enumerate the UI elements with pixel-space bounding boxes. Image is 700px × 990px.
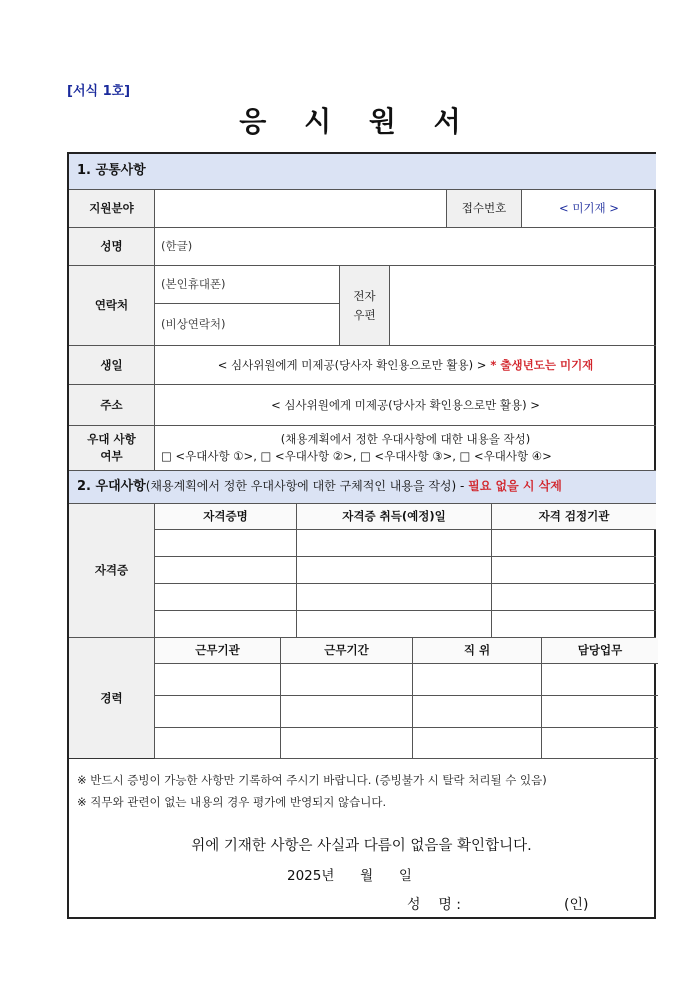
- section2-subtitle: (채용계획에서 정한 우대사항에 대한 구체적인 내용을 작성) -: [145, 479, 469, 494]
- application-form: [67, 152, 656, 919]
- career-input-cell[interactable]: [155, 728, 281, 759]
- note-1: ※ 반드시 증빙이 가능한 사항만 기록하여 주시기 바랍니다. (증빙불가 시 탈락 처리될 수 있음): [77, 773, 547, 787]
- career-input-cell[interactable]: [155, 664, 281, 696]
- career-input-cell[interactable]: [281, 664, 413, 696]
- address-input[interactable]: < 심사위원에게 미제공(당사자 확인용으로만 활용) >: [155, 385, 656, 426]
- birth-note: < 심사위원에게 미제공(당사자 확인용으로만 활용) >: [217, 357, 487, 372]
- email-label-line1: 전자: [353, 289, 376, 304]
- certificate-input-cell[interactable]: [155, 557, 297, 584]
- career-label: 경력: [69, 638, 155, 759]
- email-label: [340, 266, 390, 346]
- contact-label: 연락처: [69, 266, 155, 346]
- career-header-cell: 직 위: [413, 638, 542, 664]
- certificate-input-cell[interactable]: [297, 584, 492, 611]
- section1-title: 1. 공통사항: [77, 163, 146, 179]
- certificate-label: 자격증: [69, 504, 155, 638]
- certificate-input-cell[interactable]: [297, 611, 492, 638]
- receipt-value: < 미기재 >: [522, 190, 656, 228]
- email-label-line2: 우편: [353, 307, 376, 322]
- career-input-cell[interactable]: [542, 664, 658, 696]
- preference-cell: [155, 426, 656, 471]
- certificate-header-cell: 자격증명: [155, 504, 297, 530]
- section2-warning: 필요 없을 시 삭제: [468, 479, 562, 494]
- form-number: [서식 1호]: [67, 84, 131, 99]
- page-title: 응 시 원 서: [239, 105, 475, 138]
- name-label: 성명: [69, 228, 155, 266]
- preference-label-line1: 우대 사항: [87, 431, 136, 446]
- career-header-cell: 근무기관: [155, 638, 281, 664]
- name-input[interactable]: (한글): [155, 228, 656, 266]
- emergency-contact-input[interactable]: (비상연락처): [155, 304, 340, 346]
- birth-input[interactable]: [155, 346, 656, 385]
- career-input-cell[interactable]: [281, 728, 413, 759]
- certificate-input-cell[interactable]: [492, 611, 656, 638]
- certificate-input-cell[interactable]: [492, 530, 656, 557]
- career-header-cell: 담당업무: [542, 638, 658, 664]
- phone-input[interactable]: (본인휴대폰): [155, 266, 340, 304]
- certificate-input-cell[interactable]: [492, 584, 656, 611]
- certificate-input-cell[interactable]: [297, 557, 492, 584]
- preference-label-line2: 여부: [100, 449, 123, 463]
- preference-checkboxes[interactable]: □ <우대사항 ①>, □ <우대사항 ②>, □ <우대사항 ③>, □ <우대사항 ④>: [161, 449, 552, 463]
- preference-note: (채용계획에서 정한 우대사항에 대한 내용을 작성): [280, 432, 531, 447]
- career-input-cell[interactable]: [155, 696, 281, 728]
- date-line[interactable]: 2025년 월 일: [287, 868, 412, 884]
- certificate-input-cell[interactable]: [297, 530, 492, 557]
- field-label: 지원분야: [69, 190, 155, 228]
- certificate-header-cell: 자격 검정기관: [492, 504, 656, 530]
- career-input-cell[interactable]: [542, 696, 658, 728]
- certificate-input-cell[interactable]: [155, 611, 297, 638]
- birth-label: 생일: [69, 346, 155, 385]
- field-input[interactable]: [155, 190, 447, 228]
- certificate-header-cell: 자격증 취득(예정)일: [297, 504, 492, 530]
- email-input[interactable]: [390, 266, 656, 346]
- address-label: 주소: [69, 385, 155, 426]
- certificate-input-cell[interactable]: [155, 584, 297, 611]
- preference-label: [69, 426, 155, 471]
- career-input-cell[interactable]: [413, 728, 542, 759]
- notes: [77, 769, 547, 813]
- certificate-input-cell[interactable]: [155, 530, 297, 557]
- career-input-cell[interactable]: [413, 664, 542, 696]
- birth-warning: * 출생년도는 미기재: [490, 357, 594, 372]
- receipt-label: 접수번호: [447, 190, 522, 228]
- seal-mark[interactable]: (인): [564, 897, 589, 913]
- confirmation-statement: 위에 기재한 사항은 사실과 다름이 없음을 확인합니다.: [191, 838, 532, 854]
- note-2: ※ 직무와 관련이 없는 내용의 경우 평가에 반영되지 않습니다.: [77, 795, 387, 809]
- career-input-cell[interactable]: [281, 696, 413, 728]
- career-input-cell[interactable]: [542, 728, 658, 759]
- career-input-cell[interactable]: [413, 696, 542, 728]
- certificate-input-cell[interactable]: [492, 557, 656, 584]
- section1-header: [69, 154, 656, 190]
- career-header-cell: 근무기간: [281, 638, 413, 664]
- section2-header: [69, 471, 656, 504]
- signature-label: 성 명 :: [407, 897, 462, 913]
- section2-title: 2. 우대사항: [77, 478, 146, 494]
